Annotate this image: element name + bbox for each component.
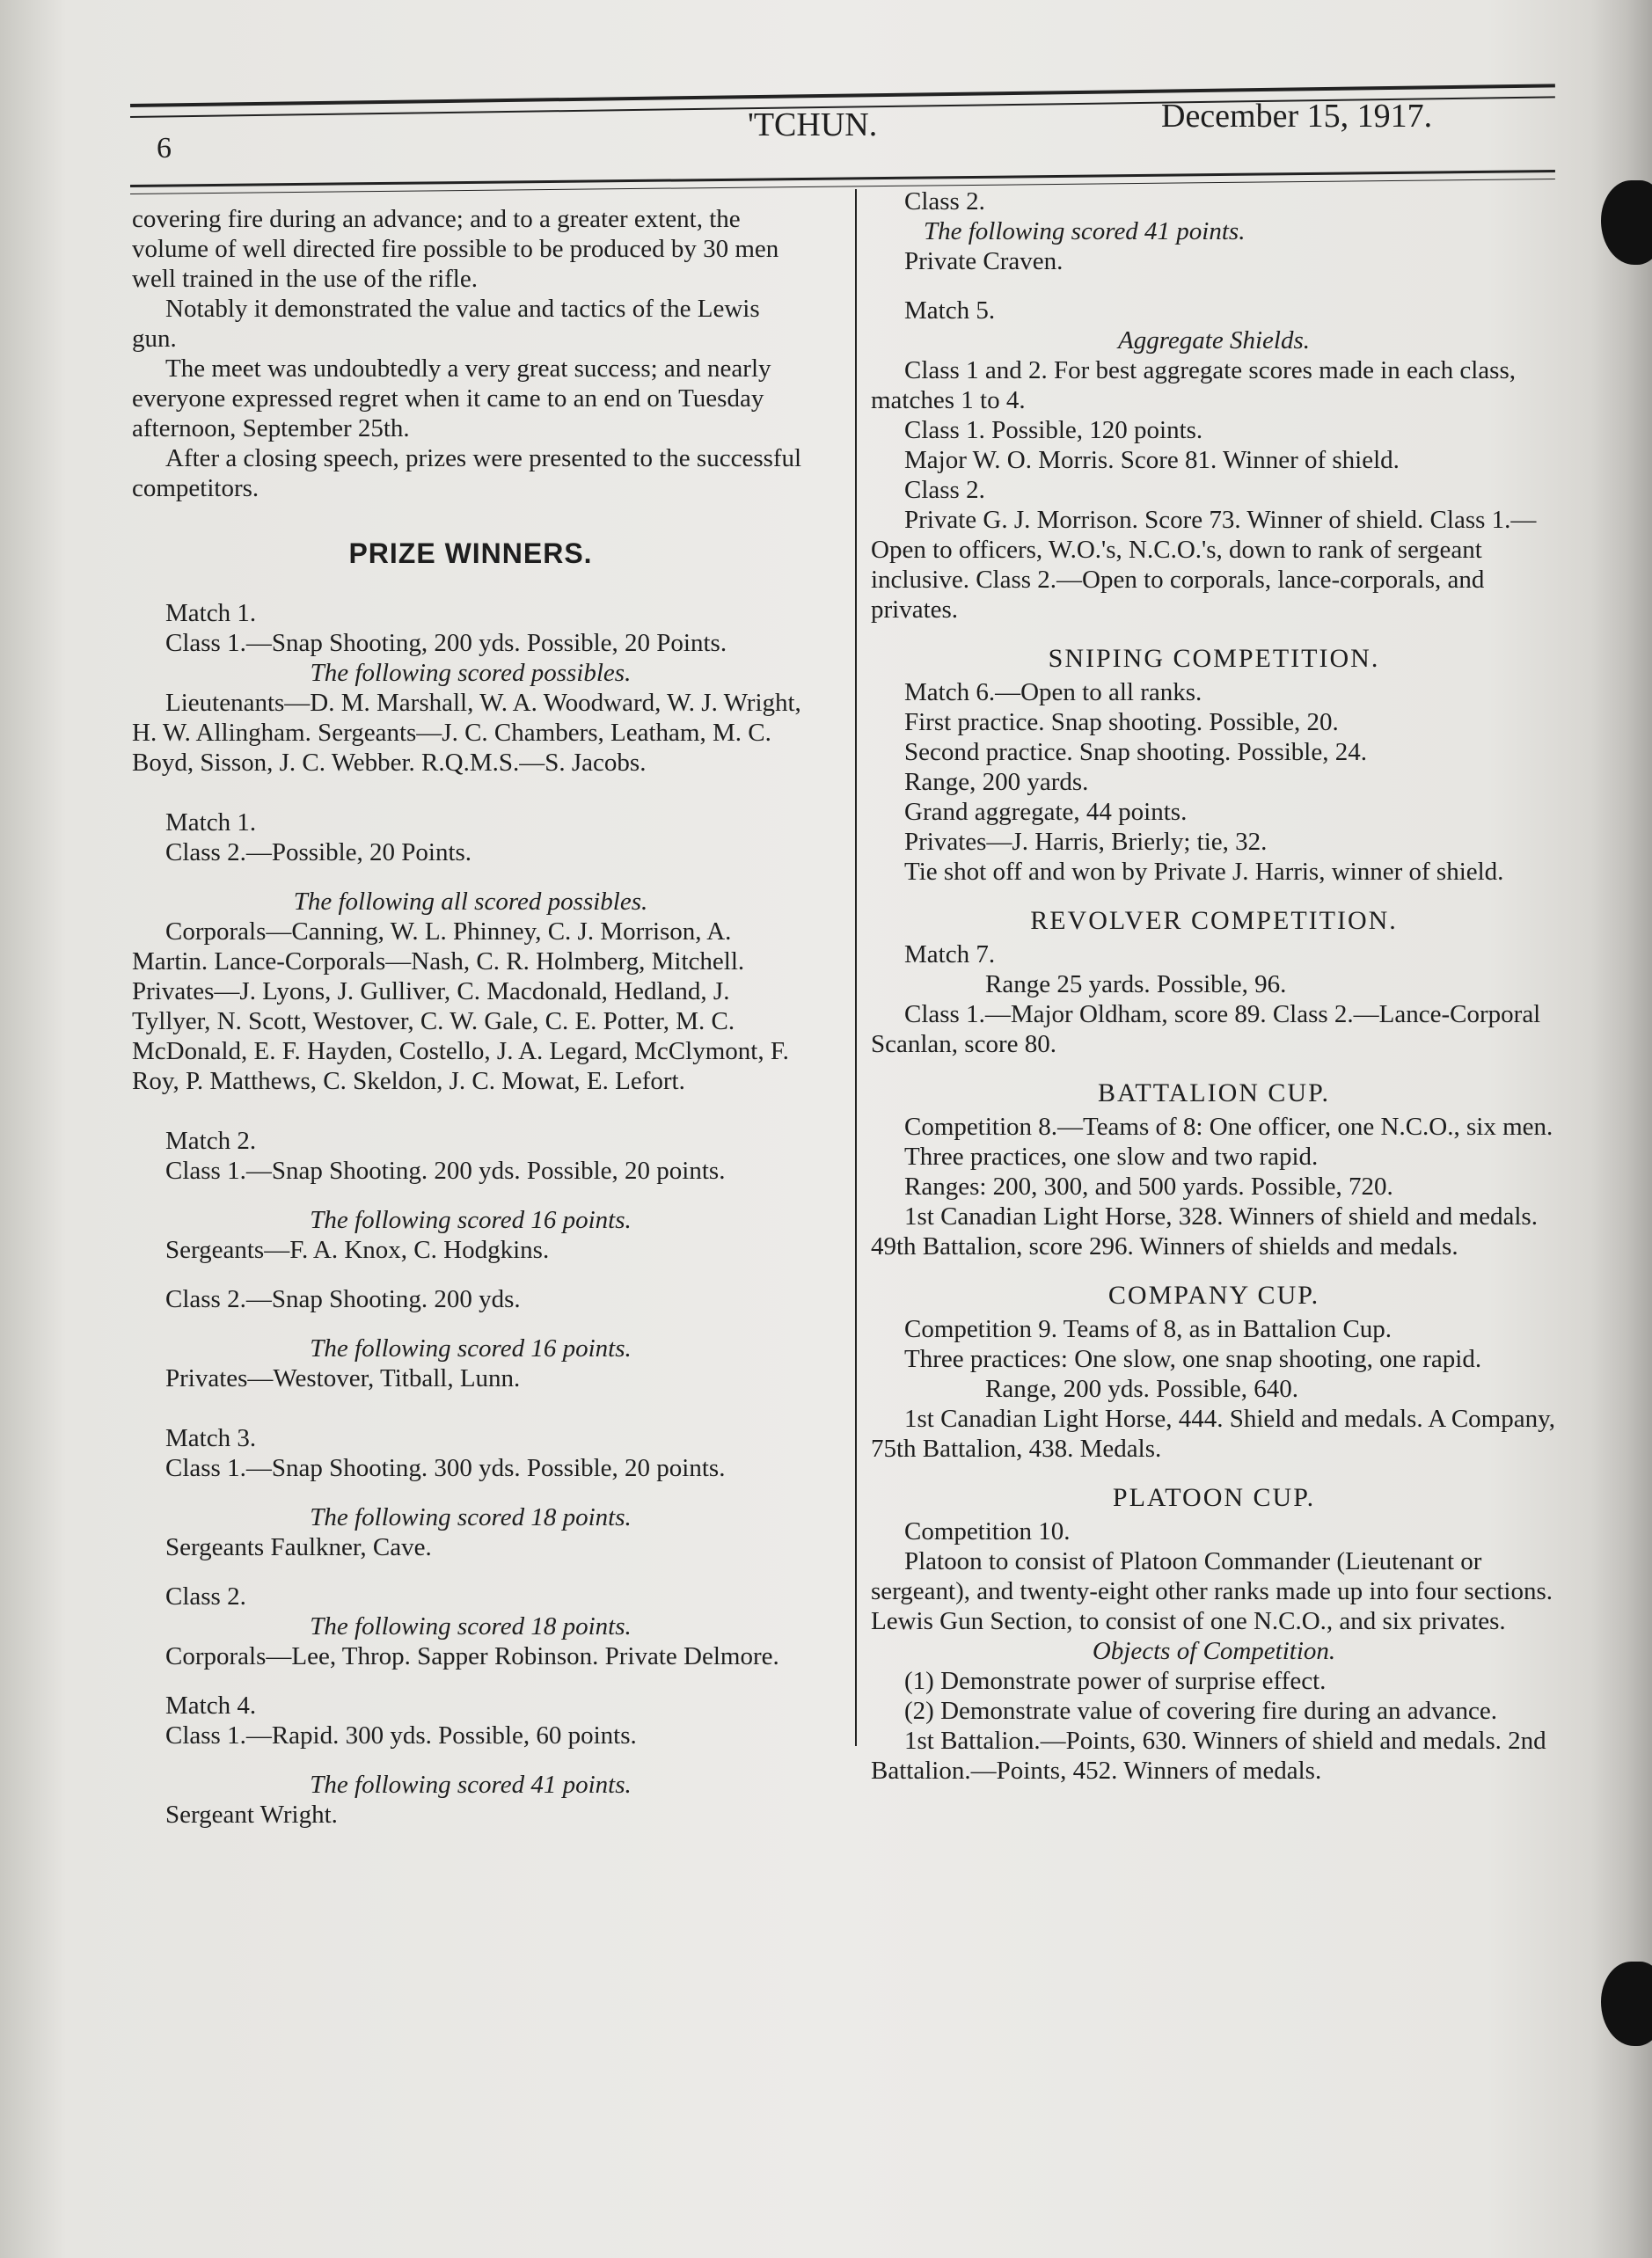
body-paragraph: (2) Demonstrate value of covering fire during an advance. (904, 1697, 1497, 1725)
company-cup-heading: COMPANY CUP. (1107, 1281, 1320, 1310)
class-line: Class 2.—Snap Shooting. 200 yds. (165, 1285, 521, 1313)
revolver-heading: REVOLVER COMPETITION. (1030, 906, 1398, 935)
range-line: Range 25 yards. Possible, 96. (985, 970, 1287, 998)
page-edge-shadow (1590, 0, 1652, 2258)
winner-names: Privates—Westover, Titball, Lunn. (165, 1364, 521, 1392)
platoon-cup-heading: PLATOON CUP. (1112, 1483, 1316, 1512)
scored-line: The following scored 18 points. (310, 1503, 632, 1531)
winner-names: Lieutenants—D. M. Marshall, W. A. Woodward, W. J. Wright, H. W. Allingham. Sergeants—J. C. Chambers, Leatham, M. C. Boyd, Sisson, J. C. Webber. R.Q.M.S.—S. Jacobs. (132, 689, 801, 777)
scored-line: The following all scored possibles. (293, 888, 648, 916)
sniping-line: Grand aggregate, 44 points. (904, 798, 1188, 826)
scored-line: The following scored 41 points. (310, 1771, 632, 1799)
body-paragraph: Three practices, one slow and two rapid. (904, 1143, 1319, 1171)
winner-names: Sergeants—F. A. Knox, C. Hodgkins. (165, 1236, 550, 1264)
winner-names: Private Craven. (904, 247, 1064, 275)
sniping-line: Match 6.—Open to all ranks. (904, 678, 1202, 706)
body-paragraph: Competition 10. (904, 1517, 1071, 1546)
range-line: Range, 200 yds. Possible, 640. (985, 1375, 1299, 1403)
body-paragraph: Competition 8.—Teams of 8: One officer, one N.C.O., six men. (904, 1113, 1553, 1141)
class-line: Class 2. (165, 1582, 246, 1611)
match-label: Match 1. (165, 599, 257, 627)
class-line: Class 1.—Snap Shooting, 200 yds. Possible, 20 Points. (165, 629, 727, 657)
header-rule-bottom (130, 170, 1555, 187)
intro-paragraph: Notably it demonstrated the value and tactics of the Lewis gun. (132, 295, 760, 353)
body-paragraph: 1st Canadian Light Horse, 328. Winners of shield and medals. 49th Battalion, score 296. Winners of shields and medals. (871, 1202, 1538, 1261)
match-label: Match 1. (165, 808, 257, 837)
sniping-line: Tie shot off and won by Private J. Harris, winner of shield. (904, 858, 1504, 886)
left-column (132, 204, 809, 1830)
page-date: December 15, 1917. (1161, 98, 1433, 135)
winner-names: Corporals—Canning, W. L. Phinney, C. J. Morrison, A. Martin. Lance-Corporals—Nash, C. R. Holmberg, Mitchell. Privates—J. Lyons, J. Gulliver, C. Macdonald, Hedland, J. Tyllyer, N. Scott, Westover, C. W. Gale, C. E. Potter, M. C. McDonald, E. F. Hayden, Costello, J. A. Legard, McClymont, F. Roy, P. Matthews, C. Skeldon, J. C. Mowat, E. Lefort. (132, 917, 789, 1095)
right-column (871, 186, 1557, 1786)
sniping-heading: SNIPING COMPETITION. (1048, 644, 1380, 673)
sniping-line: Second practice. Snap shooting. Possible, 24. (904, 738, 1367, 766)
scored-line: The following scored 41 points. (924, 217, 1246, 245)
battalion-cup-heading: BATTALION CUP. (1098, 1078, 1330, 1107)
match-label: Match 3. (165, 1424, 257, 1452)
class-line: Class 2.—Possible, 20 Points. (165, 838, 472, 866)
body-paragraph: Three practices: One slow, one snap shooting, one rapid. (904, 1345, 1482, 1373)
body-paragraph: Ranges: 200, 300, and 500 yards. Possible, 720. (904, 1173, 1393, 1201)
class-line: Class 2. (904, 187, 985, 216)
body-paragraph: Private G. J. Morrison. Score 73. Winner of shield. Class 1.—Open to officers, W.O.'s, N.C.O.'s, down to rank of sergeant inclusive. Class 2.—Open to corporals, lance-corporals, and privates. (871, 506, 1537, 624)
match-label: Match 4. (165, 1692, 257, 1720)
match-label: Match 7. (904, 940, 996, 968)
page-number: 6 (157, 132, 172, 164)
sniping-line: Range, 200 yards. (904, 768, 1089, 796)
body-paragraph: Class 2. (904, 476, 985, 504)
aggregate-shields-title: Aggregate Shields. (1118, 326, 1310, 354)
scored-line: The following scored 18 points. (310, 1612, 632, 1641)
body-paragraph: Class 1 and 2. For best aggregate scores made in each class, matches 1 to 4. (871, 356, 1516, 414)
body-paragraph: 1st Battalion.—Points, 630. Winners of shield and medals. 2nd Battalion.—Points, 452. Winners of medals. (871, 1727, 1546, 1785)
page-title: 'TCHUN. (748, 106, 878, 143)
objects-title: Objects of Competition. (1092, 1637, 1336, 1665)
body-paragraph: (1) Demonstrate power of surprise effect. (904, 1667, 1327, 1695)
body-paragraph: Class 1. Possible, 120 points. (904, 416, 1203, 444)
prize-winners-heading: PRIZE WINNERS. (348, 537, 593, 569)
intro-paragraph: covering fire during an advance; and to a greater extent, the volume of well directed fire possible to be produced by 30 men well trained in the use of the rifle. (132, 205, 779, 293)
scored-line: The following scored 16 points. (310, 1334, 632, 1363)
match-label: Match 5. (904, 296, 996, 325)
intro-paragraph: The meet was undoubtedly a very great success; and nearly everyone expressed regret when it came to an end on Tuesday afternoon, September 25th. (132, 354, 771, 442)
scored-line: The following scored 16 points. (310, 1206, 632, 1234)
winner-names: Sergeants Faulkner, Cave. (165, 1533, 432, 1561)
sniping-line: Privates—J. Harris, Brierly; tie, 32. (904, 828, 1268, 856)
body-paragraph: Major W. O. Morris. Score 81. Winner of shield. (904, 446, 1400, 474)
body-paragraph: Platoon to consist of Platoon Commander (Lieutenant or sergeant), and twenty-eight other ranks made up into four sections. Lewis Gun Section, to consist of one N.C.O., and six privates. (871, 1547, 1553, 1635)
match-label: Match 2. (165, 1127, 257, 1155)
class-line: Class 1.—Snap Shooting. 300 yds. Possible, 20 points. (165, 1454, 726, 1482)
class-line: Class 1.—Snap Shooting. 200 yds. Possible, 20 points. (165, 1157, 726, 1185)
sniping-line: First practice. Snap shooting. Possible, 20. (904, 708, 1339, 736)
intro-paragraph: After a closing speech, prizes were presented to the successful competitors. (132, 444, 802, 502)
column-divider (855, 189, 857, 1746)
winner-names: Corporals—Lee, Throp. Sapper Robinson. Private Delmore. (165, 1642, 779, 1670)
winner-names: Sergeant Wright. (165, 1801, 338, 1829)
scored-line: The following scored possibles. (310, 659, 632, 687)
body-paragraph: 1st Canadian Light Horse, 444. Shield and medals. A Company, 75th Battalion, 438. Medals. (871, 1405, 1555, 1463)
class-line: Class 1.—Rapid. 300 yds. Possible, 60 points. (165, 1721, 637, 1750)
body-paragraph: Class 1.—Major Oldham, score 89. Class 2.—Lance-Corporal Scanlan, score 80. (871, 1000, 1541, 1058)
body-paragraph: Competition 9. Teams of 8, as in Battalion Cup. (904, 1315, 1393, 1343)
